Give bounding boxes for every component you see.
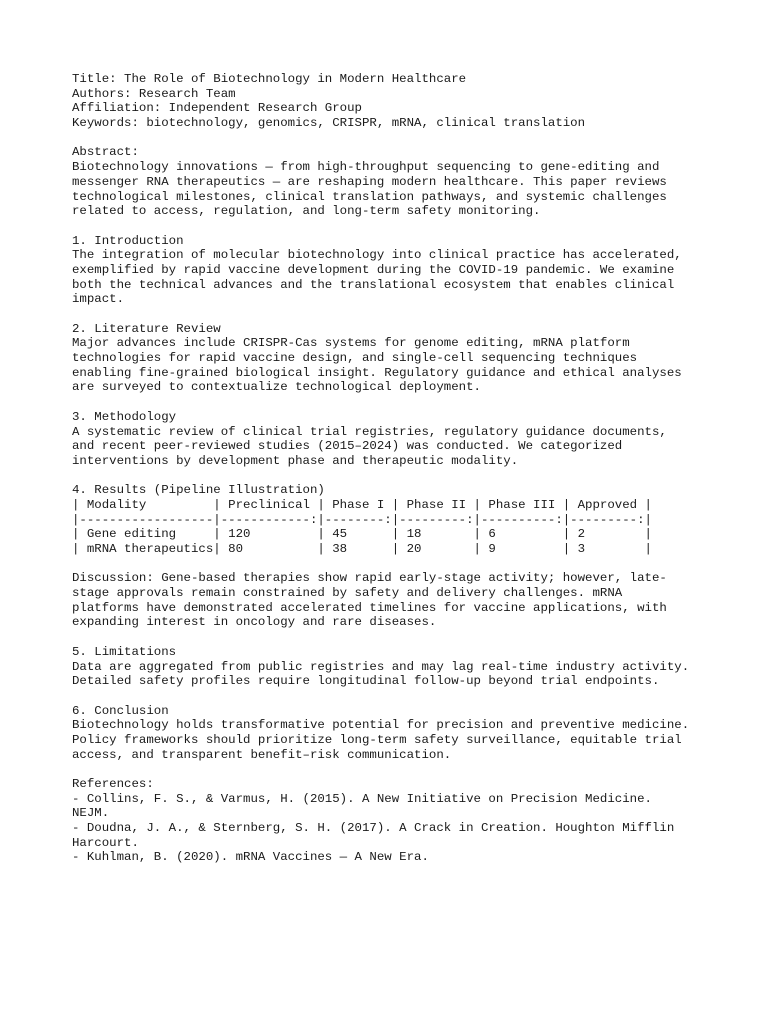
methodology-heading: 3. Methodology	[72, 409, 177, 424]
limitations-heading: 5. Limitations	[72, 644, 177, 659]
abstract-line: related to access, regulation, and long-term safety monitoring.	[72, 204, 541, 219]
conclusion-line: Biotechnology holds transformative potential for precision and preventive medicine.	[72, 718, 690, 733]
results-table-separator: |------------------|------------:|--------:|---------:|----------:|---------:|	[72, 512, 652, 527]
abstract-heading: Abstract:	[72, 145, 139, 160]
discussion-line: Discussion: Gene-based therapies show rapid early-stage activity; however, late-	[72, 571, 667, 586]
introduction-section	[72, 234, 752, 307]
paper-title: Title: The Role of Biotechnology in Modern Healthcare	[72, 72, 467, 86]
conclusion-heading: 6. Conclusion	[72, 703, 169, 718]
reference-entry: - Doudna, J. A., & Sternberg, S. H. (2017). A Crack in Creation. Houghton Mifflin	[72, 821, 675, 836]
results-table-row: | Gene editing | 120 | 45 | 18 | 6 | 2 |	[72, 527, 652, 542]
discussion-line: expanding interest in oncology and rare diseases.	[72, 615, 437, 630]
results-table-header-row: | Modality | Preclinical | Phase I | Phase II | Phase III | Approved |	[72, 497, 652, 512]
literature-line: are surveyed to contextualize technological deployment.	[72, 380, 481, 395]
methodology-line: interventions by development phase and therapeutic modality.	[72, 453, 519, 468]
reference-entry: - Collins, F. S., & Varmus, H. (2015). A New Initiative on Precision Medicine.	[72, 791, 652, 806]
abstract-line: Biotechnology innovations — from high-throughput sequencing to gene-editing and	[72, 160, 660, 175]
discussion-line: stage approvals remain constrained by safety and delivery challenges. mRNA	[72, 586, 623, 601]
methodology-line: and recent peer-reviewed studies (2015–2024) was conducted. We categorized	[72, 439, 623, 454]
authors-line: Authors: Research Team	[72, 86, 236, 101]
literature-line: technologies for rapid vaccine design, and single-cell sequencing techniques	[72, 351, 638, 366]
limitations-line: Data are aggregated from public registries and may lag real-time industry activity.	[72, 659, 690, 674]
literature-heading: 2. Literature Review	[72, 321, 221, 336]
reference-entry: - Kuhlman, B. (2020). mRNA Vaccines — A New Era.	[72, 850, 429, 865]
introduction-line: impact.	[72, 292, 125, 307]
abstract-line: technological milestones, clinical translation pathways, and systemic challenges	[72, 189, 667, 204]
references-section	[72, 777, 752, 865]
introduction-line: exemplified by rapid vaccine development during the COVID-19 pandemic. We examine	[72, 262, 675, 277]
results-table-row: | mRNA therapeutics| 80 | 38 | 20 | 9 | 3 |	[72, 542, 652, 556]
results-heading: 4. Results (Pipeline Illustration)	[72, 483, 325, 498]
methodology-section	[72, 410, 752, 469]
limitations-line: Detailed safety profiles require longitudinal follow-up beyond trial endpoints.	[72, 674, 660, 689]
introduction-line: both the technical advances and the translational ecosystem that enables clinical	[72, 277, 675, 292]
literature-line: enabling fine-grained biological insight. Regulatory guidance and ethical analyses	[72, 365, 682, 380]
methodology-line: A systematic review of clinical trial registries, regulatory guidance documents,	[72, 424, 667, 439]
introduction-line: The integration of molecular biotechnology into clinical practice has accelerated,	[72, 248, 682, 263]
conclusion-section	[72, 704, 752, 763]
keywords-line: Keywords: biotechnology, genomics, CRISPR, mRNA, clinical translation	[72, 116, 586, 131]
affiliation-line: Affiliation: Independent Research Group	[72, 101, 362, 116]
limitations-section	[72, 645, 752, 689]
abstract-section	[72, 145, 752, 218]
discussion-line: platforms have demonstrated accelerated timelines for vaccine applications, with	[72, 600, 667, 615]
header-block	[72, 72, 752, 131]
literature-line: Major advances include CRISPR-Cas systems for genome editing, mRNA platform	[72, 336, 630, 351]
references-heading: References:	[72, 777, 154, 791]
abstract-line: messenger RNA therapeutics — are reshaping modern healthcare. This paper reviews	[72, 174, 667, 189]
results-section	[72, 483, 752, 556]
discussion-section	[72, 571, 752, 630]
conclusion-line: Policy frameworks should prioritize long-term safety surveillance, equitable trial	[72, 732, 682, 747]
literature-section	[72, 322, 752, 395]
conclusion-line: access, and transparent benefit–risk communication.	[72, 747, 452, 762]
reference-entry: Harcourt.	[72, 835, 139, 850]
document-page	[72, 72, 752, 865]
reference-entry: NEJM.	[72, 806, 110, 821]
introduction-heading: 1. Introduction	[72, 233, 184, 248]
